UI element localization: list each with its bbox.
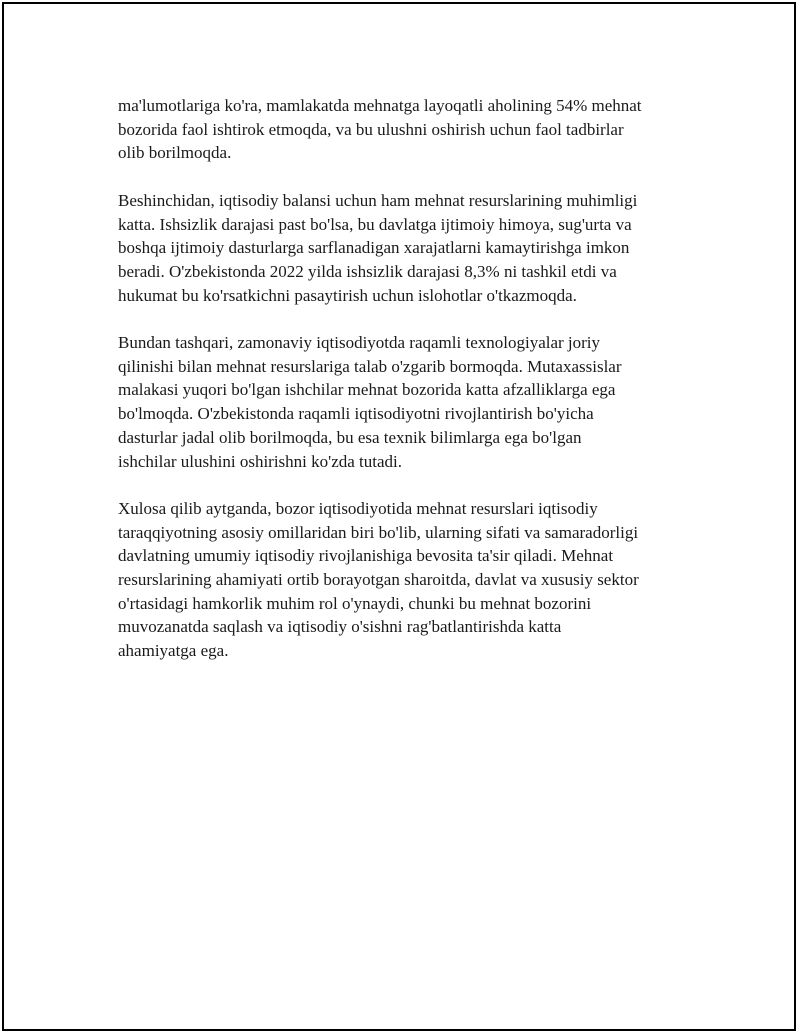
text-line: ahamiyatga ega.: [118, 641, 229, 661]
text-line: dasturlar jadal olib borilmoqda, bu esa texnik bilimlarga ega bo'lgan: [118, 427, 582, 447]
text-line: ishchilar ulushini oshirishni ko'zda tutadi.: [118, 451, 403, 471]
text-line: malakasi yuqori bo'lgan ishchilar mehnat bozorida katta afzalliklarga ega: [118, 380, 616, 400]
paragraph-3: [118, 331, 698, 473]
text-line: Bundan tashqari, zamonaviy iqtisodiyotda raqamli texnologiyalar joriy: [118, 333, 601, 352]
document-body: [118, 94, 698, 687]
text-line: bo'lmoqda. O'zbekistonda raqamli iqtisodiyotni rivojlantirish bo'yicha: [118, 404, 594, 424]
text-line: Beshinchidan, iqtisodiy balansi uchun ham mehnat resurslarining muhimligi: [118, 190, 638, 210]
text-line: boshqa ijtimoiy dasturlarga sarflanadigan xarajatlarni kamaytirishga imkon: [118, 238, 630, 258]
paragraph-2: [118, 189, 698, 308]
text-line: ma'lumotlariga ko'ra, mamlakatda mehnatga layoqatli aholining 54% mehnat: [118, 96, 642, 115]
text-line: beradi. O'zbekistonda 2022 yilda ishsizlik darajasi 8,3% ni tashkil etdi va: [118, 261, 617, 281]
text-line: bozorida faol ishtirok etmoqda, va bu ulushni oshirish uchun faol tadbirlar: [118, 119, 624, 139]
text-line: taraqqiyotning asosiy omillaridan biri bo'lib, ularning sifati va samaradorligi: [118, 522, 639, 542]
text-line: muvozanatda saqlash va iqtisodiy o'sishni rag'batlantirishda katta: [118, 617, 562, 637]
text-line: katta. Ishsizlik darajasi past bo'lsa, bu davlatga ijtimoiy himoya, sug'urta va: [118, 214, 632, 234]
text-line: olib borilmoqda.: [118, 143, 232, 163]
text-line: Xulosa qilib aytganda, bozor iqtisodiyotida mehnat resurslari iqtisodiy: [118, 498, 598, 518]
text-line: hukumat bu ko'rsatkichni pasaytirish uchun islohotlar o'tkazmoqda.: [118, 285, 577, 305]
text-line: qilinishi bilan mehnat resurslariga talab o'zgarib bormoqda. Mutaxassislar: [118, 356, 622, 376]
text-line: resurslarining ahamiyati ortib borayotgan sharoitda, davlat va xususiy sektor: [118, 570, 639, 590]
text-line: davlatning umumiy iqtisodiy rivojlanishiga bevosita ta'sir qiladi. Mehnat: [118, 546, 614, 566]
paragraph-1: [118, 94, 698, 165]
paragraph-4: [118, 497, 698, 663]
text-line: o'rtasidagi hamkorlik muhim rol o'ynaydi, chunki bu mehnat bozorini: [118, 593, 592, 613]
